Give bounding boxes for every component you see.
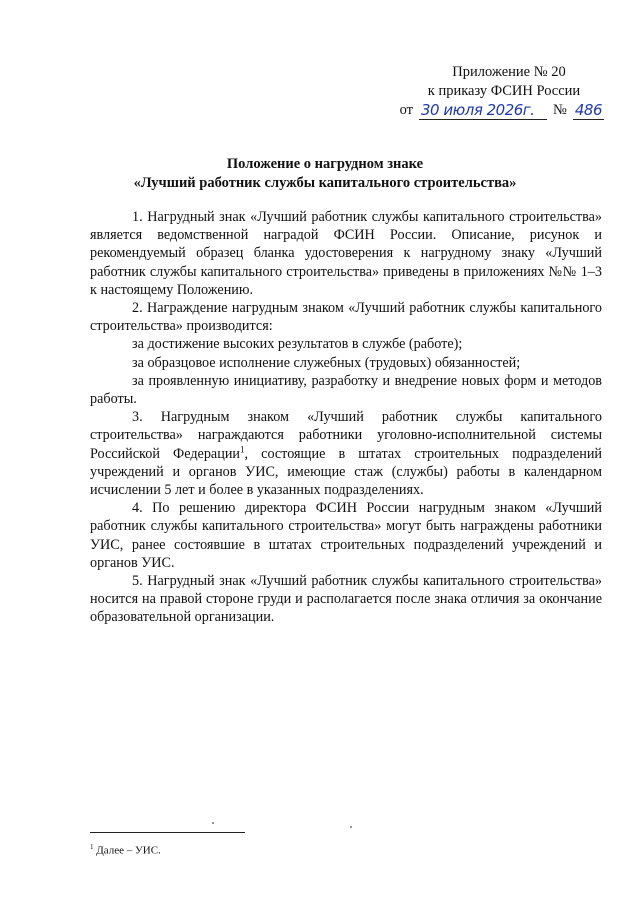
footnote-text: Далее – УИС.	[93, 844, 161, 857]
paragraph-2-item-2: за образцовое исполнение служебных (трудовых) обязанностей;	[132, 354, 521, 371]
footnote-mark: 1	[240, 443, 245, 454]
paragraph-2-item-3: за проявленную инициативу, разработку и внедрение новых форм и методов работы.	[90, 372, 602, 408]
paragraph-3-text-b: , состоящие в штатах строительных подразделений учреждений и органов УИС, имеющие стаж (службы) работы в календарном исчислении 5 лет и более в указанных подразделениях.	[90, 445, 603, 499]
paragraph-2-item-1: за достижение высоких результатов в службе (работе);	[132, 336, 463, 353]
document-body	[90, 208, 602, 627]
title-line-2: «Лучший работник службы капитального строительства»	[133, 175, 517, 191]
appendix-number: Приложение № 20	[452, 64, 566, 80]
footnote-number: 1	[90, 843, 94, 851]
scan-speck	[350, 826, 352, 828]
handwritten-order-number: 486	[574, 101, 602, 119]
order-reference: к приказу ФСИН России	[427, 83, 581, 99]
paragraph-3-text-a: 3. Нагрудным знаком «Лучший работник службы капитального строительства» награждаются работники уголовно-исполнительной системы Российской Федерации	[90, 409, 602, 462]
document-title	[60, 155, 590, 193]
paragraph-2: 2. Награждение нагрудным знаком «Лучший работник службы капитального строительства» производится:	[90, 300, 602, 335]
appendix-header	[374, 63, 604, 120]
scan-speck	[212, 822, 214, 824]
title-line-1: Положение о нагрудном знаке	[226, 156, 424, 172]
footnote-divider	[90, 832, 245, 833]
footnote	[90, 840, 390, 858]
date-prefix: от	[399, 102, 414, 118]
order-date-line	[374, 101, 604, 120]
paragraph-3	[90, 408, 602, 499]
paragraph-5: 5. Нагрудный знак «Лучший работник службы капитального строительства» носится на правой стороне груди и располагается после знака отличия за окончание образовательной организации.	[90, 573, 602, 626]
number-prefix: №	[553, 102, 567, 118]
paragraph-4: 4. По решению директора ФСИН России нагрудным знаком «Лучший работник службы капитального строительства» могут быть награждены работники УИС, ранее состоявшие в штатах строительных подразделений учреждений и органов УИС.	[90, 500, 602, 571]
handwritten-date: 30 июля 2026г.	[419, 102, 547, 120]
paragraph-1: 1. Нагрудный знак «Лучший работник службы капитального строительства» является ведомственной наградой ФСИН России. Описание, рисунок и рекомендуемый образец бланка удостоверения к нагрудному знаку «Лучший работник службы капитального строительства» приведены в приложениях №№ 1–3 к настоящему Положению.	[90, 209, 602, 298]
